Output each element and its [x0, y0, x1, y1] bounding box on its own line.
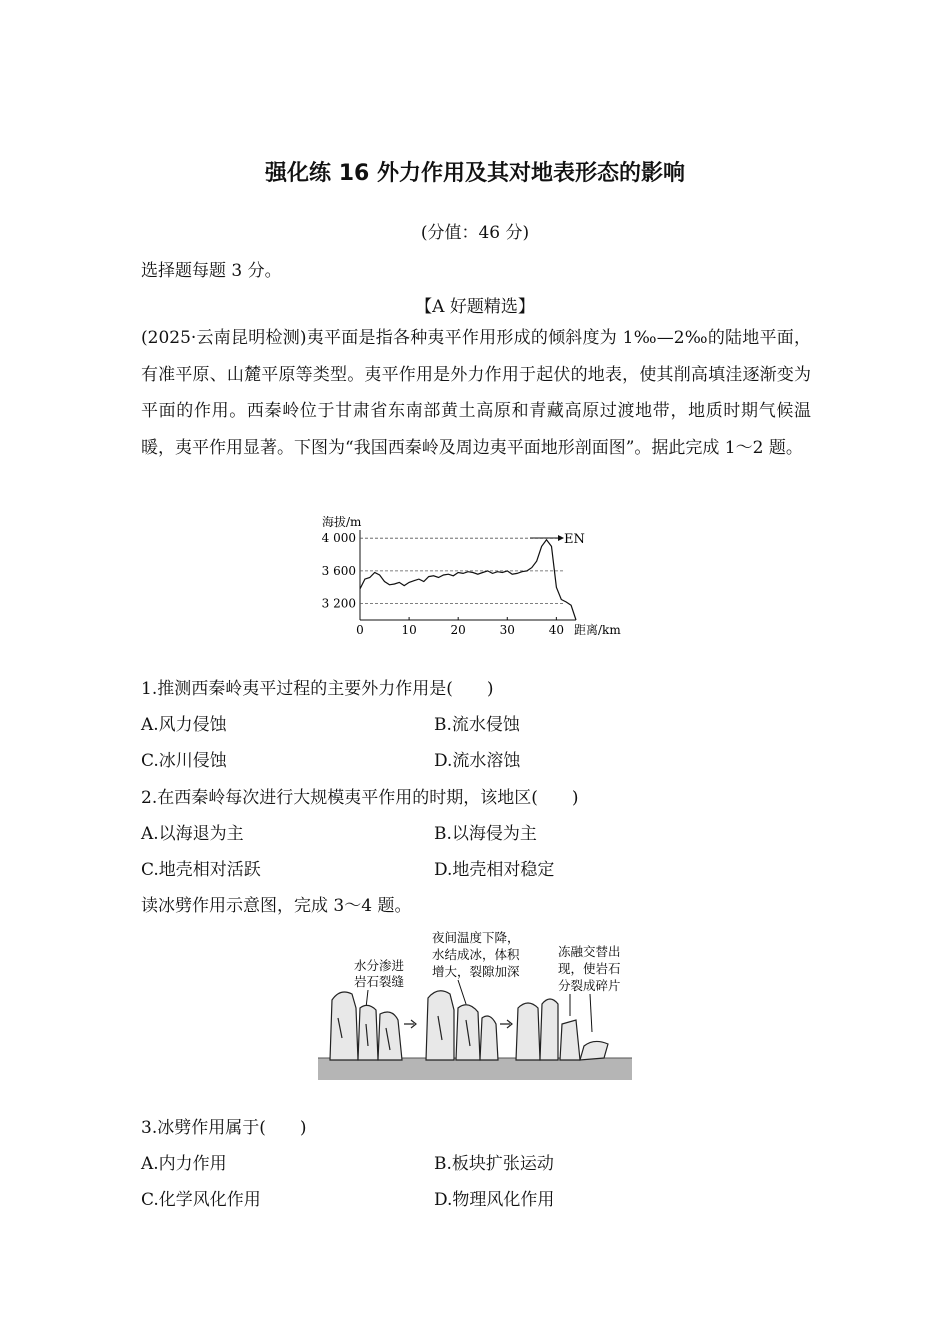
q1-stem: 1.推测西秦岭夷平过程的主要外力作用是( ) [141, 679, 494, 699]
q2-option-d[interactable]: D.地壳相对稳定 [434, 860, 555, 880]
rock-stage-1 [330, 992, 402, 1060]
q3-stem: 3.冰劈作用属于( ) [141, 1118, 307, 1138]
q2-option-a[interactable]: A.以海退为主 [141, 824, 244, 844]
x-tick-label: 10 [401, 623, 417, 637]
y-tick-label: 3 600 [321, 563, 356, 578]
stage-arrow-2 [500, 1020, 512, 1028]
q1-option-a[interactable]: A.风力侵蚀 [141, 715, 227, 735]
profile-line [360, 540, 576, 620]
label-water-seep-2: 岩石裂缝 [354, 974, 405, 989]
label-thaw-2: 现，使岩石 [558, 961, 621, 976]
x-tick-label: 30 [499, 623, 515, 637]
y-tick-label: 3 200 [321, 596, 356, 611]
chart-xlabel: 距离/km [574, 623, 621, 637]
section-heading: 【A 好题精选】 [415, 297, 535, 317]
score-note: (分值：46 分) [420, 223, 530, 243]
intro-frost-wedging: 读冰劈作用示意图，完成 3～4 题。 [141, 896, 412, 916]
stage-arrow-1 [404, 1020, 416, 1028]
y-tick-label: 4 000 [321, 531, 356, 546]
q1-option-d[interactable]: D.流水溶蚀 [434, 751, 521, 771]
x-tick-label: 20 [450, 623, 466, 637]
q3-option-c[interactable]: C.化学风化作用 [141, 1190, 261, 1210]
ground [318, 1058, 632, 1080]
label-thaw-1: 冻融交替出 [558, 944, 621, 959]
page-title: 强化练 16 外力作用及其对地表形态的影响 [265, 161, 685, 186]
label-freeze-1: 夜间温度下降， [432, 930, 520, 945]
passage: (2025·云南昆明检测)夷平面是指各种夷平作用形成的倾斜度为 1‰—2‰的陆地平面，有准平原、山麓平原等类型。夷平作用是外力作用于起伏的地表，使其削高填洼逐渐变为平面的作用。西秦岭位于甘肃省东南部黄土高原和青藏高原过渡地带，地质时期气候温暖，夷平作用显著。下图为“我国西秦岭及周边夷平面地形剖面图”。据此完成 1～2 题。 [141, 328, 811, 458]
q3-option-b[interactable]: B.板块扩张运动 [434, 1154, 554, 1174]
q3-option-d[interactable]: D.物理风化作用 [434, 1190, 555, 1210]
q1-option-b[interactable]: B.流水侵蚀 [434, 715, 520, 735]
q1-option-c[interactable]: C.冰川侵蚀 [141, 751, 227, 771]
arrow-label: EN [564, 532, 585, 547]
x-tick-label: 0 [356, 623, 364, 637]
profile-chart [318, 508, 638, 640]
rock-stage-3 [516, 999, 608, 1060]
q2-option-c[interactable]: C.地壳相对活跃 [141, 860, 261, 880]
instruction: 选择题每题 3 分。 [141, 261, 282, 281]
chart-ylabel: 海拔/m [322, 515, 362, 529]
label-freeze-2: 水结成冰，体积 [432, 947, 520, 962]
q3-option-a[interactable]: A.内力作用 [141, 1154, 227, 1174]
frost-wedging-figure [318, 928, 634, 1082]
x-tick-label: 40 [548, 623, 565, 637]
label-thaw-3: 分裂成碎片 [558, 978, 621, 993]
label-freeze-3: 增大，裂隙加深 [432, 964, 520, 979]
rock-stage-2 [426, 991, 498, 1060]
label-water-seep-1: 水分渗进 [354, 958, 405, 973]
q2-option-b[interactable]: B.以海侵为主 [434, 824, 537, 844]
q2-stem: 2.在西秦岭每次进行大规模夷平作用的时期，该地区( ) [141, 788, 579, 808]
